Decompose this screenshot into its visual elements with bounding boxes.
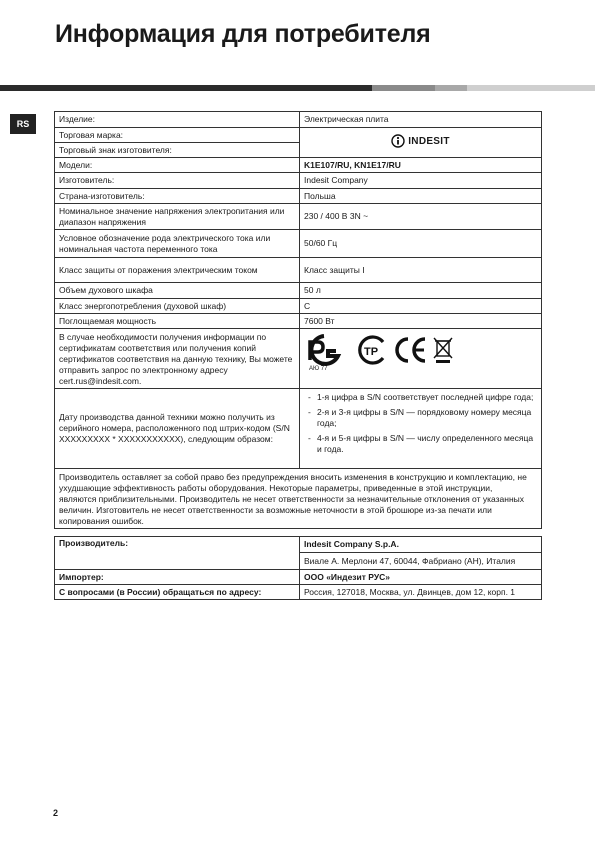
eac-certification-icon (351, 335, 389, 365)
table-cell: Indesit Company (300, 173, 542, 189)
table-row (55, 128, 542, 143)
table-row (55, 389, 542, 469)
table-row (55, 258, 542, 283)
product-info-table (54, 111, 542, 529)
table-cell: Виале А. Мерлони 47, 60044, Фабриано (АН), Италия (300, 553, 542, 570)
table-cell: Электрическая плита (300, 112, 542, 128)
table-cell: Изделие: (55, 112, 300, 128)
page-number: 2 (53, 808, 59, 818)
table-cell: Страна-изготовитель: (55, 189, 300, 204)
table-row (55, 314, 542, 329)
table-row (55, 204, 542, 230)
table-cell: Производитель: (55, 537, 300, 570)
date-rules-list (304, 392, 537, 455)
pct-certification-icon (304, 334, 346, 366)
contacts-table (54, 536, 542, 600)
table-cell: С вопросами (в России) обращаться по адресу: (55, 585, 300, 600)
table-row (55, 570, 542, 585)
indesit-emblem-icon (391, 134, 405, 148)
table-cell: Условное обозначение рода электрического тока или номинальная частота переменного тока (55, 230, 300, 258)
table-cell: 50/60 Гц (300, 230, 542, 258)
table-row (55, 112, 542, 128)
indesit-logo (391, 134, 450, 148)
table-row (55, 158, 542, 173)
table-cell: 50 л (300, 283, 542, 299)
table-cell: C (300, 299, 542, 314)
language-badge: RS (10, 114, 36, 134)
table-cell: Номинальное значение напряжения электропитания или диапазон напряжения (55, 204, 300, 230)
table-cell: Объем духового шкафа (55, 283, 300, 299)
table-cell: Indesit Company S.p.A. (300, 537, 542, 553)
cert-code-label: АЮ 77 (309, 366, 328, 372)
table-cell: В случае необходимости получения информации по сертификатам соответствия или получения копий сертификатов соответствия на данную технику, Вы можете отправить запрос по электронному адресу cert.rus@indesit.com. (55, 329, 300, 389)
list-item: - 4-я и 5-я цифры в S/N — числу определенного месяца и года. (317, 433, 537, 455)
disclaimer-text: Производитель оставляет за собой право без предупреждения вносить изменения в конструкцию и комплектацию, не ухудшающие эффективность работы оборудования. Некоторые параметры, приведенные в этой инструкции, являются приблизительными. Производитель не несет ответственности за незначительные отклонения от указанных величин. Изготовитель не несет ответственности за возможные неточности в этой брошюре из-за печати или копирования ошибок. (55, 469, 542, 529)
table-cell: Торговая марка: (55, 128, 300, 143)
table-row (55, 329, 542, 389)
table-cell: ООО «Индезит РУС» (300, 570, 542, 585)
header-bar-dark (0, 85, 372, 91)
brand-logo-cell (300, 128, 542, 158)
table-cell: Россия, 127018, Москва, ул. Двинцев, дом 12, корп. 1 (300, 585, 542, 600)
header-bar-mid (372, 85, 435, 91)
table-cell: Изготовитель: (55, 173, 300, 189)
table-cell: Класс защиты от поражения электрическим током (55, 258, 300, 283)
table-cell: K1E107/RU, KN1E17/RU (300, 158, 542, 173)
table-row (55, 283, 542, 299)
header-bar-light (467, 85, 595, 91)
date-rules-cell (300, 389, 542, 469)
table-row (55, 173, 542, 189)
table-row (55, 299, 542, 314)
weee-bin-icon (433, 336, 453, 364)
certification-logos (304, 334, 537, 366)
table-cell: Торговый знак изготовителя: (55, 143, 300, 158)
list-item: - 2-я и 3-я цифры в S/N — порядковому номеру месяца года; (317, 407, 537, 429)
table-cell: Класс защиты I (300, 258, 542, 283)
table-cell: Модели: (55, 158, 300, 173)
table-cell: 7600 Вт (300, 314, 542, 329)
table-cell: Поглощаемая мощность (55, 314, 300, 329)
table-cell: Класс энергопотребления (духовой шкаф) (55, 299, 300, 314)
header-bar-grey (435, 85, 467, 91)
ce-mark-icon (394, 336, 428, 364)
table-row (55, 585, 542, 600)
certification-marks-cell (300, 329, 542, 389)
brand-logo-text: INDESIT (408, 135, 450, 147)
list-item: - 1-я цифра в S/N соответствует последней цифре года; (317, 392, 537, 403)
page-title: Информация для потребителя (55, 20, 431, 48)
table-cell: Дату производства данной техники можно получить из серийного номера, расположенного под штрих-кодом (S/N XXXXXXXXX * XXXXXXXXXXX), следующим образом: (55, 389, 300, 469)
table-row (55, 537, 542, 553)
svg-text:ТР: ТР (364, 346, 379, 358)
table-cell: 230 / 400 В 3N ~ (300, 204, 542, 230)
table-cell: Импортер: (55, 570, 300, 585)
table-row (55, 469, 542, 529)
table-cell: Польша (300, 189, 542, 204)
table-row (55, 189, 542, 204)
table-row (55, 230, 542, 258)
